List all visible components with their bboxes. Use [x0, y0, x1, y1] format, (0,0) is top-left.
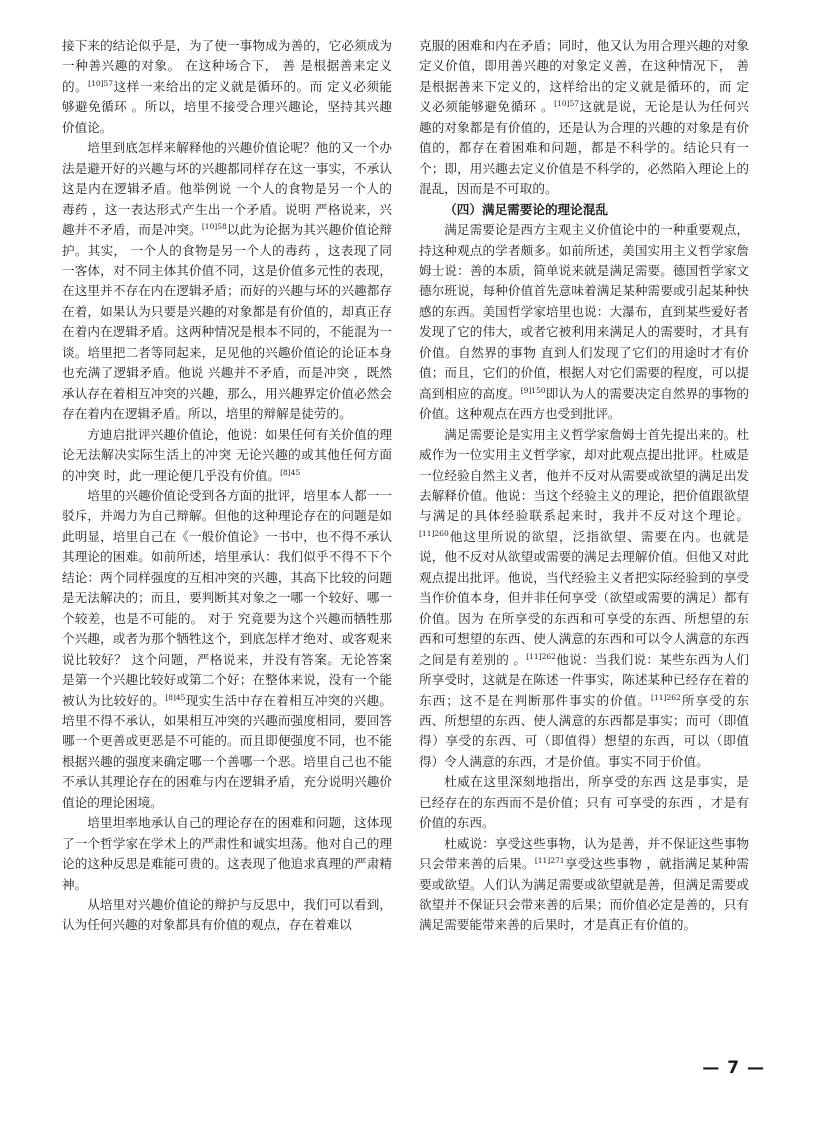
paragraph	[62, 425, 392, 486]
paragraph	[419, 220, 749, 425]
citation-ref: [11]262	[651, 692, 681, 702]
paragraph	[62, 138, 392, 424]
paragraph	[419, 425, 749, 773]
paragraph	[419, 772, 749, 833]
citation-ref: [11]260	[419, 528, 449, 538]
text-run: 培里到底怎样来解释他的兴趣价值论呢？他的又一个办法是避开好的兴趣与坏的兴趣都同样存在这一事实，不承认这是内在逻辑矛盾。他举例说 一个人的食物是另一个人的毒药 ，这一表达形式产生出一个矛盾。说明 严格说来，兴趣并不矛盾，而是冲突。	[62, 140, 392, 238]
text-run: 从培里对兴趣价值论的辩护与反思中，我们可以看到，认为任何兴趣的对象都具有价值的观点，存在着难以	[62, 897, 392, 933]
text-run: 他说：当我们说：某些东西为人们所享受时，这就是在陈述一件事实，陈述某种已经存在着的东西；这不是在判断那件事实的价值。	[419, 651, 749, 708]
paragraph	[62, 36, 392, 138]
citation-ref: [9]150	[520, 385, 546, 395]
text-run: 这样一来给出的定义就是循环的。而 定义必须能够避免循环 。所以，培里不接受合理兴趣论，坚持其兴趣价值论。	[62, 78, 392, 135]
text-run: 满足需要论是西方主观主义价值论中的一种重要观点，持这种观点的学者颇多。如前所述，美国实用主义哲学家詹姆士说：善的本质，简单说来就是满足需要。德国哲学家文德尔班说，每种价值首先意味着满足某种需要或引起某种快感的东西。美国哲学家培里也说：大瀑布，直到某些爱好者发现了它的伟大，或者它被利用来满足人的需要时，才具有价值。自然界的事物 直到人们发现了它们的用途时才有价值；而且，它们的价值，根据人对它们需要的程度，可以提高到相应的高度。	[419, 222, 749, 401]
right-column	[419, 36, 749, 936]
text-run: 方迪启批评兴趣价值论，他说：如果任何有关价值的理论无法解决实际生活上的冲突 无论兴趣的或其他任何方面的冲突 时，此一理论便几乎没有价值。	[62, 426, 392, 483]
citation-ref: [11]262	[526, 651, 556, 661]
text-run: 培里坦率地承认自己的理论存在的困难和问题，这体现了一个哲学家在学术上的严肃性和诚实坦荡。他对自己的理论的这种反思是难能可贵的。这表现了他追求真理的严肃精神。	[62, 815, 392, 892]
citation-ref: [10]58	[201, 221, 227, 231]
paragraph	[419, 834, 749, 936]
text-run: 培里的兴趣价值论受到各方面的批评，培里本人都一一驳斥，并竭力为自己辩解。但他的这种理论存在的问题是如此明显，培里自己在《一般价值论》一书中，也不得不承认其理论的困难。如前所述，培里承认：我们似乎不得不下个结论：两个同样强度的互相冲突的兴趣，其高下比较的问题是无法解决的；而且，要判断其对象之一哪一个较好、哪一个较差，也是不可能的。 对于 究竟要为这个兴趣而牺牲那个兴趣，或者为那个牺牲这个，到底怎样才绝对、或客观来说比较好？ 这个问题，严格说来，并没有答案。无论答案是第一个兴趣比较好或第二个好；在整体来说，没有一个能被认为比较好的。	[62, 487, 392, 708]
section-heading: （四）满足需要论的理论混乱	[444, 201, 608, 217]
text-run: 克服的困难和内在矛盾；同时，他又认为用合理兴趣的对象定义价值，即用善兴趣的对象定义善，在这种情况下， 善 是根据善来下定义的，这样给出的定义就是循环的，而 定义必须能够避免循环 。	[419, 38, 749, 115]
citation-ref: [10]57	[88, 78, 114, 88]
paragraph	[62, 813, 392, 895]
text-run: 满足需要论是实用主义哲学家詹姆士首先提出来的。杜威作为一位实用主义哲学家，却对此观点提出批评。杜威是一位经验自然主义者，他并不反对从需要或欲望的满足出发去解释价值。他说：当这个经验主义的理论，把价值跟欲望与满足的具体经验联系起来时，我并不反对这个理论。	[419, 426, 749, 524]
text-run: 杜威说：享受这些事物，认为是善，并不保证这些事物只会带来善的后果。	[419, 835, 749, 872]
page-number: — 7 —	[702, 1058, 765, 1078]
paragraph	[62, 895, 392, 936]
paragraph	[419, 36, 749, 200]
text-run: 即认为人的需要决定自然界的事物的价值。这种观点在西方也受到批评。	[419, 385, 750, 422]
text-run: 他这里所说的欲望，泛指欲望、需要在内。也就是说，他不反对从欲望或需要的满足去理解价值。但他又对此观点提出批评。他说，当代经验主义者把实际经验到的享受当作价值本身，但并非任何享受（欲望或需要的满足）都有价值。因为 在所享受的东西和可享受的东西、所想望的东西和可想望的东西、使人满意的东西和可以令人满意的东西之间是有差别的 。	[419, 528, 749, 667]
text-run: 这就是说，无论是认为任何兴趣的对象都是有价值的，还是认为合理的兴趣的对象是有价值的，都存在着困难和问题，都是不科学的。结论只有一个；即，用兴趣去定义价值是不科学的，必然陷入理论上的混乱，因而是不可取的。	[419, 99, 749, 197]
citation-ref: [8]45	[165, 692, 186, 702]
text-run: 所享受的东西、所想望的东西、使人满意的东西都是事实；而可（即值得）享受的东西、可（即值得）想望的东西，可以（即值得）令人满意的东西，才是价值。事实不同于价值。	[419, 692, 750, 769]
text-run: 接下来的结论似乎是，为了使一事物成为善的，它必须成为一种善兴趣的对象。 在这种场合下， 善 是根据善来定义的。	[62, 38, 392, 94]
text-run: 以此为论据为其兴趣价值论辩护。其实， 一个人的食物是另一个人的毒药 ，这表现了同一客体，对不同主体其价值不同，这是价值多元性的表现，在这里并不存在内在逻辑矛盾；而好的兴趣与坏的兴趣都存在着，如果认为只要是兴趣的对象都是有价值的，却真正存在着内在逻辑矛盾。这两种情况是根本不同的，不能混为一谈。培里把二者等同起来，足见他的兴趣价值论的论证本身也充满了逻辑矛盾。他说 兴趣并不矛盾，而是冲突 ，既然承认存在着相互冲突的兴趣，那么，用兴趣界定价值必然会存在着内在逻辑矛盾。所以，培里的辩解是徒劳的。	[62, 222, 393, 422]
text-run: 杜威在这里深刻地指出，所享受的东西 这是事实，是已经存在的东西而不是价值；只有 可享受的东西 ，才是有价值的东西。	[419, 774, 749, 831]
text-run: 享受这些事物 ，就指满足某种需要或欲望。人们认为满足需要或欲望就是善，但满足需要或欲望并不保证只会带来善的后果；而价值必定是善的，只有满足需要能带来善的后果时，才是真正有价值的。	[419, 856, 749, 933]
text-run: 现实生活中存在着相互冲突的兴趣。培里不得不承认，如果相互冲突的兴趣而强度相同，要回答哪一个更善或更恶是不可能的。而且即便强度不同，也不能根据兴趣的强度来确定哪一个善哪一个恶。培里自己也不能不承认其理论存在的困难与内在逻辑矛盾，充分说明兴趣价值论的理论困境。	[62, 692, 393, 810]
citation-ref: [10]57	[554, 99, 580, 109]
citation-ref: [11]271	[534, 855, 565, 865]
left-column	[62, 36, 392, 936]
paragraph	[62, 486, 392, 813]
citation-ref: [8]45	[280, 467, 301, 477]
